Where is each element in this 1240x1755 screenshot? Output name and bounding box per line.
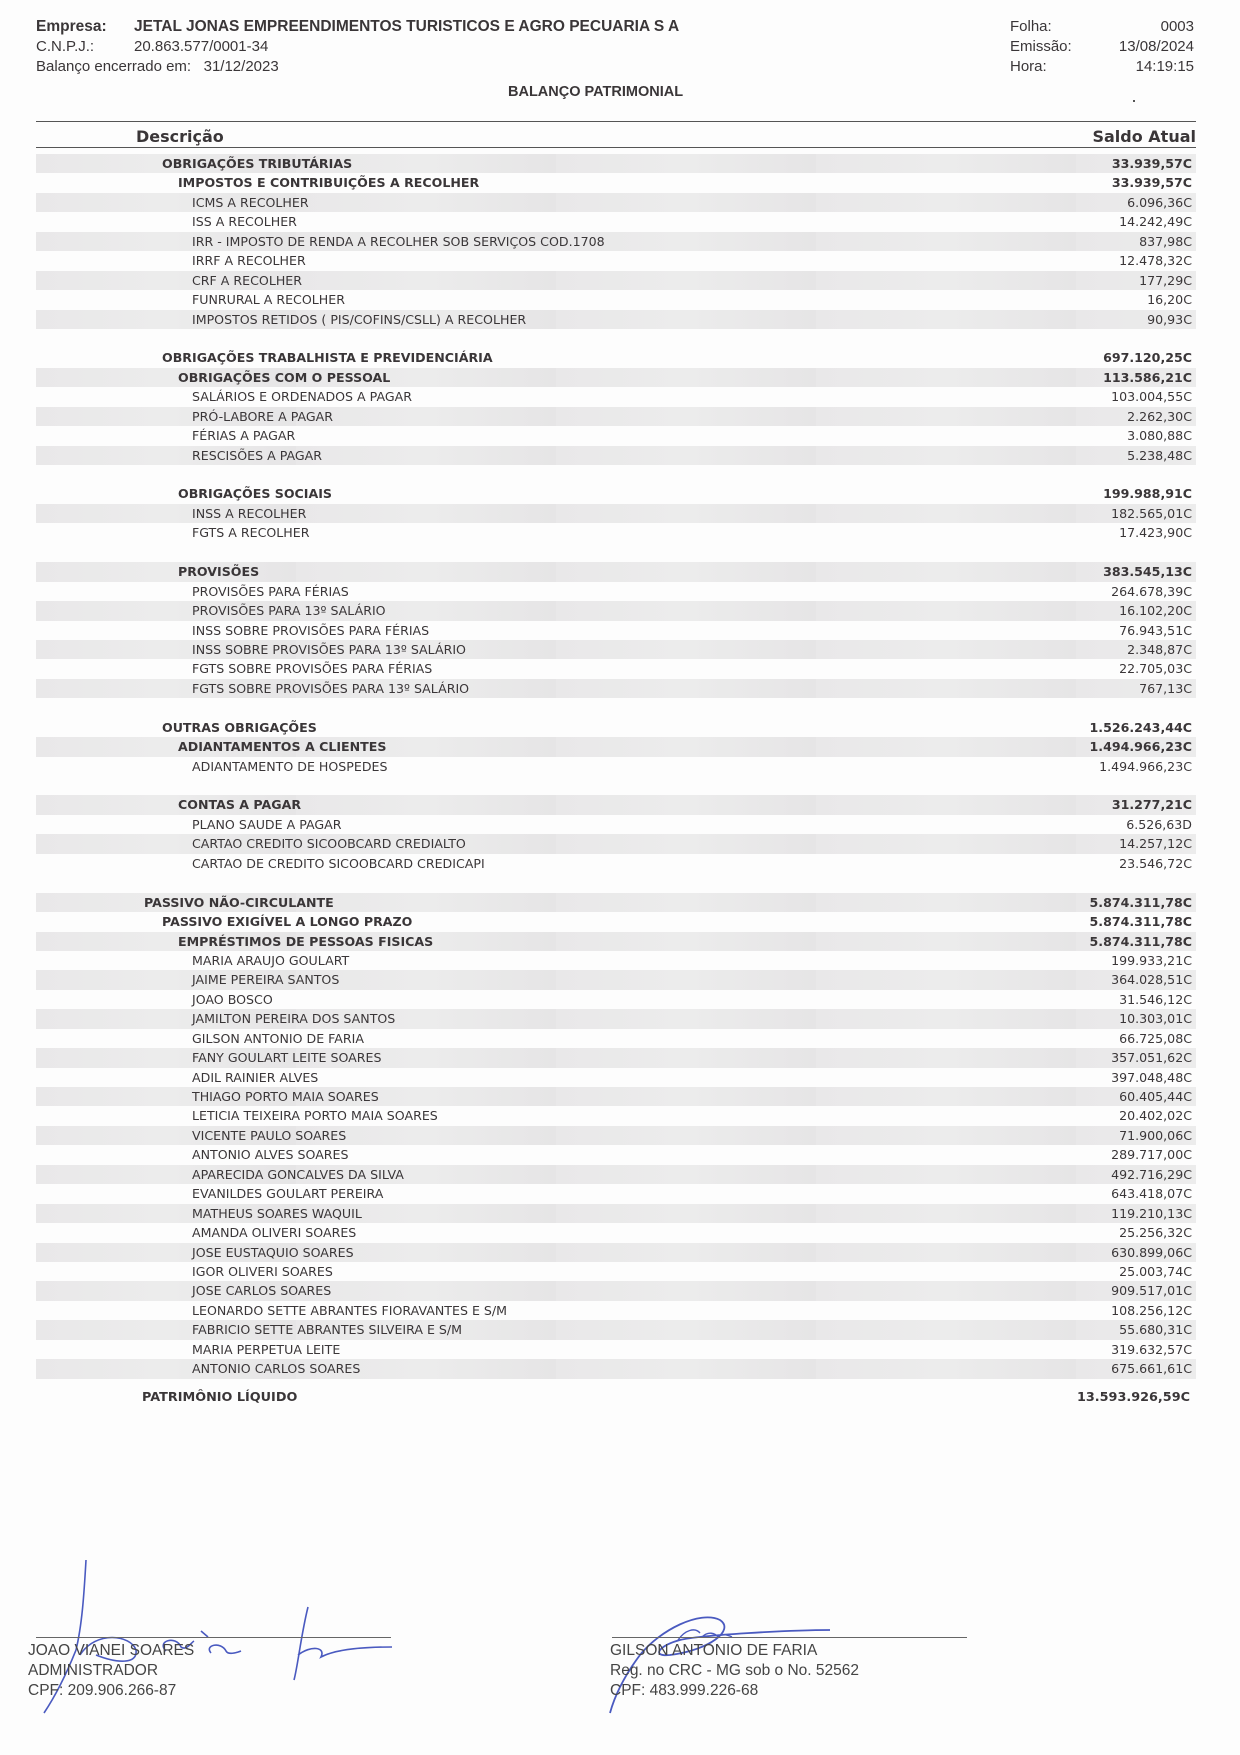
account-balance: 2.348,87C (1127, 641, 1192, 657)
account-balance: 90,93C (1147, 311, 1192, 327)
account-row (36, 659, 1196, 678)
signatory-2-cpf: CPF: 483.999.226-68 (610, 1682, 759, 1699)
account-balance: 177,29C (1139, 272, 1192, 288)
account-description: IRRF A RECOLHER (192, 253, 306, 269)
account-description: INSS SOBRE PROVISÕES PARA 13º SALÁRIO (192, 641, 466, 657)
account-balance: 20.402,02C (1119, 1108, 1192, 1124)
account-balance: 630.899,06C (1111, 1244, 1192, 1260)
account-row (36, 1165, 1196, 1184)
account-description: CARTAO CREDITO SICOOBCARD CREDIALTO (192, 836, 466, 852)
account-row (36, 1048, 1196, 1067)
signatory-2-name: GILSON ANTONIO DE FARIA (610, 1642, 818, 1659)
account-row (36, 834, 1196, 853)
account-balance: 3.080,88C (1127, 428, 1192, 444)
account-row (36, 815, 1196, 834)
account-description: PASSIVO NÃO-CIRCULANTE (144, 894, 334, 910)
account-row (36, 1029, 1196, 1048)
header-rule-bottom (36, 147, 1196, 148)
account-balance: 1.526.243,44C (1089, 719, 1192, 735)
account-group-row (36, 484, 1196, 503)
account-description: FÉRIAS A PAGAR (192, 428, 296, 444)
account-balance: 76.943,51C (1119, 622, 1192, 638)
account-row (36, 504, 1196, 523)
account-description: MARIA PERPETUA LEITE (192, 1341, 341, 1357)
account-description: CONTAS A PAGAR (178, 797, 302, 813)
account-balance: 492.716,29C (1111, 1166, 1192, 1182)
account-group-row (36, 154, 1196, 173)
account-row (36, 1340, 1196, 1359)
account-description: PLANO SAUDE A PAGAR (192, 816, 342, 832)
account-row (36, 1126, 1196, 1145)
account-description: ADIL RAINIER ALVES (192, 1069, 319, 1085)
account-balance: 909.517,01C (1111, 1283, 1192, 1299)
account-group-row (36, 173, 1196, 192)
account-description: IMPOSTOS E CONTRIBUIÇÕES A RECOLHER (178, 175, 480, 191)
sheet-label: Folha: (1010, 18, 1052, 35)
account-description: MATHEUS SOARES WAQUIL (192, 1205, 362, 1221)
account-group-row (36, 368, 1196, 387)
account-balance: 31.277,21C (1111, 797, 1192, 813)
account-description: JOSE EUSTAQUIO SOARES (192, 1244, 354, 1260)
signature-1-line (36, 1637, 391, 1638)
account-balance: 103.004,55C (1111, 389, 1192, 405)
account-balance: 767,13C (1139, 680, 1192, 696)
account-description: VICENTE PAULO SOARES (192, 1127, 347, 1143)
account-balance: 697.120,25C (1103, 350, 1192, 366)
account-balance: 16.102,20C (1119, 603, 1192, 619)
account-row (36, 679, 1196, 698)
account-row (36, 621, 1196, 640)
account-balance: 837,98C (1139, 233, 1192, 249)
account-row (36, 1145, 1196, 1164)
balance-sheet-table (36, 154, 1196, 1379)
account-balance: 319.632,57C (1111, 1341, 1192, 1357)
equity-label: PATRIMÔNIO LÍQUIDO (142, 1390, 298, 1405)
account-row (36, 990, 1196, 1009)
account-description: ADIANTAMENTO DE HOSPEDES (192, 758, 388, 774)
account-description: PROVISÕES PARA 13º SALÁRIO (192, 603, 386, 619)
account-balance: 14.257,12C (1119, 836, 1192, 852)
account-row (36, 1223, 1196, 1242)
account-group-row (36, 562, 1196, 581)
row-spacer (36, 698, 1196, 717)
account-description: INSS A RECOLHER (192, 505, 307, 521)
row-spacer (36, 465, 1196, 484)
account-group-row (36, 932, 1196, 951)
account-description: AMANDA OLIVERI SOARES (192, 1225, 357, 1241)
account-balance: 1.494.966,23C (1099, 758, 1192, 774)
account-description: GILSON ANTONIO DE FARIA (192, 1030, 364, 1046)
account-balance: 25.003,74C (1119, 1263, 1192, 1279)
account-row (36, 1262, 1196, 1281)
account-description: INSS SOBRE PROVISÕES PARA FÉRIAS (192, 622, 430, 638)
account-description: IMPOSTOS RETIDOS ( PIS/COFINS/CSLL) A RECOLHER (192, 311, 527, 327)
account-description: OUTRAS OBRIGAÇÕES (162, 719, 317, 735)
account-row (36, 193, 1196, 212)
account-row (36, 446, 1196, 465)
account-row (36, 640, 1196, 659)
cnpj-line (36, 37, 679, 57)
account-row (36, 310, 1196, 329)
account-group-row (36, 737, 1196, 756)
signature-2-block (610, 1641, 859, 1701)
signatory-1-name: JOAO VIANEI SOARES (28, 1642, 195, 1659)
account-row (36, 757, 1196, 776)
account-group-row (36, 912, 1196, 931)
account-group-row (36, 893, 1196, 912)
account-row (36, 251, 1196, 270)
account-description: THIAGO PORTO MAIA SOARES (192, 1089, 379, 1104)
closing-label: Balanço encerrado em: (36, 58, 192, 75)
row-spacer (36, 776, 1196, 795)
account-description: OBRIGAÇÕES TRIBUTÁRIAS (162, 156, 353, 171)
account-balance: 5.874.311,78C (1089, 914, 1192, 930)
account-description: EMPRÉSTIMOS DE PESSOAS FISICAS (178, 933, 434, 949)
account-balance: 199.988,91C (1103, 486, 1192, 502)
account-row (36, 387, 1196, 406)
sheet-row (1010, 17, 1194, 37)
account-balance: 33.939,57C (1111, 175, 1192, 191)
company-label: Empresa: (36, 18, 107, 35)
account-row (36, 290, 1196, 309)
account-row (36, 271, 1196, 290)
account-description: FANY GOULART LEITE SOARES (192, 1050, 382, 1066)
account-balance: 22.705,03C (1119, 661, 1192, 677)
account-description: MARIA ARAUJO GOULART (192, 952, 350, 968)
signatory-1-cpf: CPF: 209.906.266-87 (28, 1682, 177, 1699)
account-description: OBRIGAÇÕES SOCIAIS (178, 486, 332, 502)
account-description: FGTS SOBRE PROVISÕES PARA 13º SALÁRIO (192, 680, 470, 696)
account-balance: 264.678,39C (1111, 583, 1192, 599)
account-row (36, 1243, 1196, 1262)
equity-value: 13.593.926,59C (1076, 1390, 1190, 1405)
account-row (36, 1359, 1196, 1378)
account-balance: 113.586,21C (1103, 369, 1192, 385)
cnpj-value: 20.863.577/0001-34 (134, 38, 269, 55)
row-spacer (36, 543, 1196, 562)
account-balance: 5.238,48C (1127, 447, 1192, 463)
account-description: PRÓ-LABORE A PAGAR (192, 408, 334, 424)
account-description: PASSIVO EXIGÍVEL A LONGO PRAZO (162, 914, 413, 930)
account-row (36, 601, 1196, 620)
account-balance: 31.546,12C (1119, 991, 1192, 1007)
account-description: ADIANTAMENTOS A CLIENTES (178, 739, 387, 755)
account-description: SALÁRIOS E ORDENADOS A PAGAR (192, 389, 412, 405)
cnpj-label: C.N.P.J.: (36, 38, 95, 55)
company-name: JETAL JONAS EMPREENDIMENTOS TURISTICOS E AGRO PECUARIA S A (134, 18, 680, 35)
account-balance: 6.096,36C (1127, 194, 1192, 210)
document-meta (1010, 17, 1194, 77)
account-balance: 55.680,31C (1119, 1322, 1192, 1338)
account-balance: 25.256,32C (1119, 1225, 1192, 1241)
account-balance: 12.478,32C (1119, 253, 1192, 269)
account-description: CRF A RECOLHER (192, 272, 303, 288)
account-description: PROVISÕES PARA FÉRIAS (192, 583, 349, 599)
time-value: 14:19:15 (1135, 58, 1194, 75)
account-description: FABRICIO SETTE ABRANTES SILVEIRA E S/M (192, 1322, 463, 1338)
issue-label: Emissão: (1010, 38, 1072, 55)
account-row (36, 1106, 1196, 1125)
account-balance: 397.048,48C (1111, 1069, 1192, 1085)
account-description: JOSE CARLOS SOARES (192, 1283, 332, 1299)
account-description: LETICIA TEIXEIRA PORTO MAIA SOARES (192, 1108, 438, 1124)
account-description: FUNRURAL A RECOLHER (192, 292, 345, 308)
account-description: FGTS A RECOLHER (192, 525, 310, 541)
account-balance: 71.900,06C (1119, 1127, 1192, 1143)
account-row (36, 212, 1196, 231)
account-balance: 6.526,63D (1126, 816, 1192, 832)
account-description: JAIME PEREIRA SANTOS (192, 972, 340, 988)
account-row (36, 1184, 1196, 1203)
account-row (36, 1320, 1196, 1339)
signature-1-block (28, 1641, 194, 1701)
time-row (1010, 57, 1194, 77)
account-balance: 289.717,00C (1111, 1147, 1192, 1163)
account-balance: 199.933,21C (1111, 952, 1192, 968)
account-description: JOAO BOSCO (192, 991, 273, 1007)
account-balance: 10.303,01C (1119, 1011, 1192, 1027)
account-group-row (36, 795, 1196, 814)
account-row (36, 970, 1196, 989)
closing-date: 31/12/2023 (203, 58, 279, 75)
account-group-row (36, 718, 1196, 737)
account-balance: 675.661,61C (1111, 1361, 1192, 1377)
account-balance: 17.423,90C (1119, 525, 1192, 541)
account-description: APARECIDA GONCALVES DA SILVA (192, 1166, 404, 1182)
document-header (36, 17, 679, 77)
account-description: CARTAO DE CREDITO SICOOBCARD CREDICAPI (192, 855, 485, 871)
closing-line (36, 57, 679, 77)
account-row (36, 951, 1196, 970)
account-balance: 357.051,62C (1111, 1050, 1192, 1066)
account-group-row (36, 348, 1196, 367)
column-header-description: Descrição (136, 127, 224, 146)
company-line (36, 17, 679, 37)
account-balance: 66.725,08C (1119, 1030, 1192, 1046)
account-balance: 1.494.966,23C (1089, 739, 1192, 755)
stray-mark (1133, 100, 1135, 102)
account-description: IRR - IMPOSTO DE RENDA A RECOLHER SOB SERVIÇOS COD.1708 (192, 233, 605, 249)
account-description: OBRIGAÇÕES COM O PESSOAL (178, 369, 391, 385)
account-row (36, 854, 1196, 873)
account-balance: 5.874.311,78C (1089, 894, 1192, 910)
sheet-value: 0003 (1160, 18, 1194, 35)
account-description: EVANILDES GOULART PEREIRA (192, 1186, 384, 1202)
account-description: PROVISÕES (178, 564, 260, 580)
column-header-balance: Saldo Atual (1092, 127, 1196, 146)
account-row (36, 1068, 1196, 1087)
signature-2-line (612, 1637, 967, 1638)
account-description: RESCISÕES A PAGAR (192, 447, 322, 463)
account-balance: 643.418,07C (1111, 1186, 1192, 1202)
account-description: ANTONIO ALVES SOARES (192, 1147, 349, 1163)
account-row (36, 582, 1196, 601)
account-description: ISS A RECOLHER (192, 214, 297, 230)
account-row (36, 407, 1196, 426)
account-balance: 108.256,12C (1111, 1302, 1192, 1318)
account-description: IGOR OLIVERI SOARES (192, 1263, 333, 1279)
account-balance: 33.939,57C (1111, 156, 1192, 171)
account-balance: 60.405,44C (1119, 1089, 1192, 1104)
account-row (36, 1301, 1196, 1320)
account-balance: 14.242,49C (1119, 214, 1192, 230)
account-balance: 119.210,13C (1111, 1205, 1192, 1221)
report-title: BALANÇO PATRIMONIAL (508, 84, 684, 100)
account-balance: 23.546,72C (1119, 855, 1192, 871)
account-description: ICMS A RECOLHER (192, 194, 309, 210)
account-balance: 364.028,51C (1111, 972, 1192, 988)
account-row (36, 1204, 1196, 1223)
account-balance: 16,20C (1147, 292, 1192, 308)
account-row (36, 232, 1196, 251)
signatory-1-role: ADMINISTRADOR (28, 1662, 159, 1679)
account-description: LEONARDO SETTE ABRANTES FIORAVANTES E S/M (192, 1302, 508, 1318)
row-spacer (36, 873, 1196, 892)
account-row (36, 1009, 1196, 1028)
signatory-2-registration: Reg. no CRC - MG sob o No. 52562 (610, 1662, 859, 1679)
account-row (36, 1087, 1196, 1106)
header-rule-top (36, 121, 1196, 122)
account-balance: 383.545,13C (1103, 564, 1192, 580)
account-row (36, 1281, 1196, 1300)
account-row (36, 523, 1196, 542)
account-balance: 182.565,01C (1111, 505, 1192, 521)
account-description: FGTS SOBRE PROVISÕES PARA FÉRIAS (192, 661, 433, 677)
account-description: ANTONIO CARLOS SOARES (192, 1361, 361, 1377)
time-label: Hora: (1010, 58, 1047, 75)
issue-row (1010, 37, 1194, 57)
account-balance: 5.874.311,78C (1089, 933, 1192, 949)
row-spacer (36, 329, 1196, 348)
account-balance: 2.262,30C (1127, 408, 1192, 424)
issue-value: 13/08/2024 (1118, 38, 1194, 55)
account-row (36, 426, 1196, 445)
account-description: JAMILTON PEREIRA DOS SANTOS (192, 1011, 396, 1027)
account-description: OBRIGAÇÕES TRABALHISTA E PREVIDENCIÁRIA (162, 350, 493, 366)
